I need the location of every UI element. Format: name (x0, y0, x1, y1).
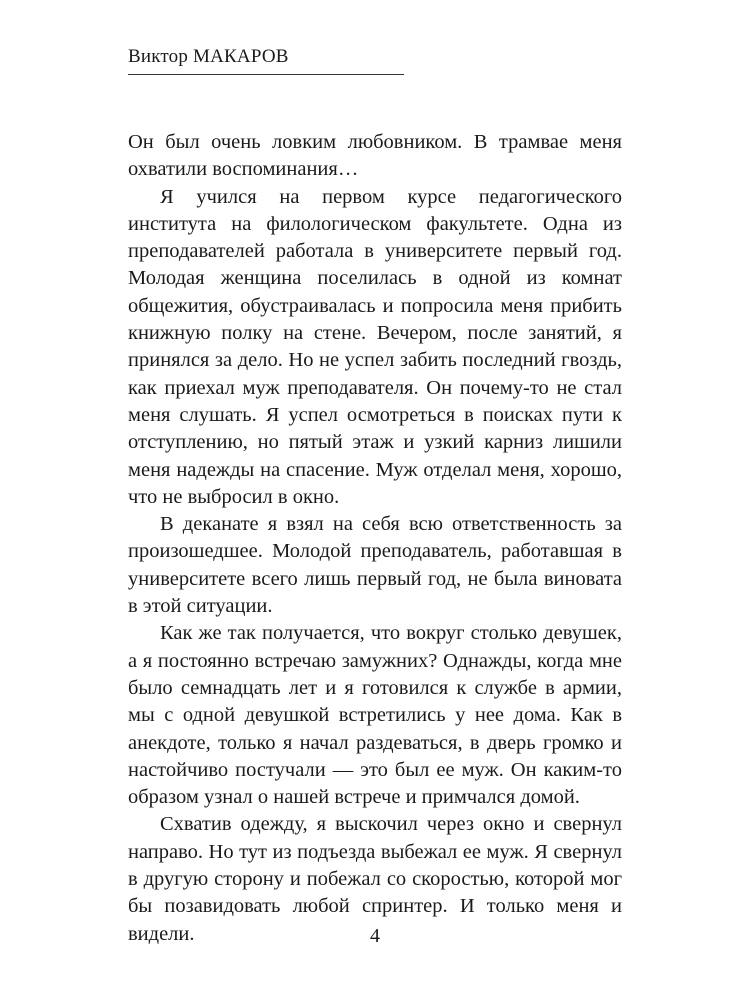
paragraph: Я учился на первом курсе педагогического института на филологическом факультете. Одна из преподавателей работала в университете первый год. Молодая женщина поселилась в одной из комнат общежития, обустраивалась и попросила меня прибить книжную полку на стене. Вечером, после занятий, я принялся за дело. Но не успел забить последний гвоздь, как приехал муж преподавателя. Он почему-то не стал меня слушать. Я успел осмотреться в поисках пути к отступлению, но пятый этаж и узкий карниз лишили меня надежды на спасение. Муж отделал меня, хорошо, что не выбросил в окно. (128, 185, 622, 508)
paragraph: Как же так получается, что вокруг столько девушек, а я постоянно встречаю замужних? Однажды, когда мне было семнадцать лет и я готовился к службе в армии, мы с одной девушкой встретились у нее дома. Как в анекдоте, только я начал раздеваться, в дверь громко и настойчиво постучали — это был ее муж. Он каким-то образом узнал о нашей встрече и примчался домой. (128, 622, 622, 809)
body-text (128, 129, 622, 948)
page-number: 4 (370, 925, 380, 947)
paragraph: В деканате я взял на себя всю ответственность за произошедшее. Молодой преподаватель, работавшая в университете всего лишь первый год, не была виновата в этой ситуации. (128, 513, 622, 618)
header-rule (128, 74, 404, 75)
running-head: Виктор МАКАРОВ (128, 46, 289, 67)
paragraph: Он был очень ловким любовником. В трамвае меня охватили воспоминания… (128, 131, 622, 181)
paragraph: Схватив одежду, я выскочил через окно и свернул направо. Но тут из подъезда выбежал ее муж. Я свернул в другую сторону и побежал со скоростью, которой мог бы позавидовать любой спринтер. И только меня и видели. (128, 813, 622, 945)
